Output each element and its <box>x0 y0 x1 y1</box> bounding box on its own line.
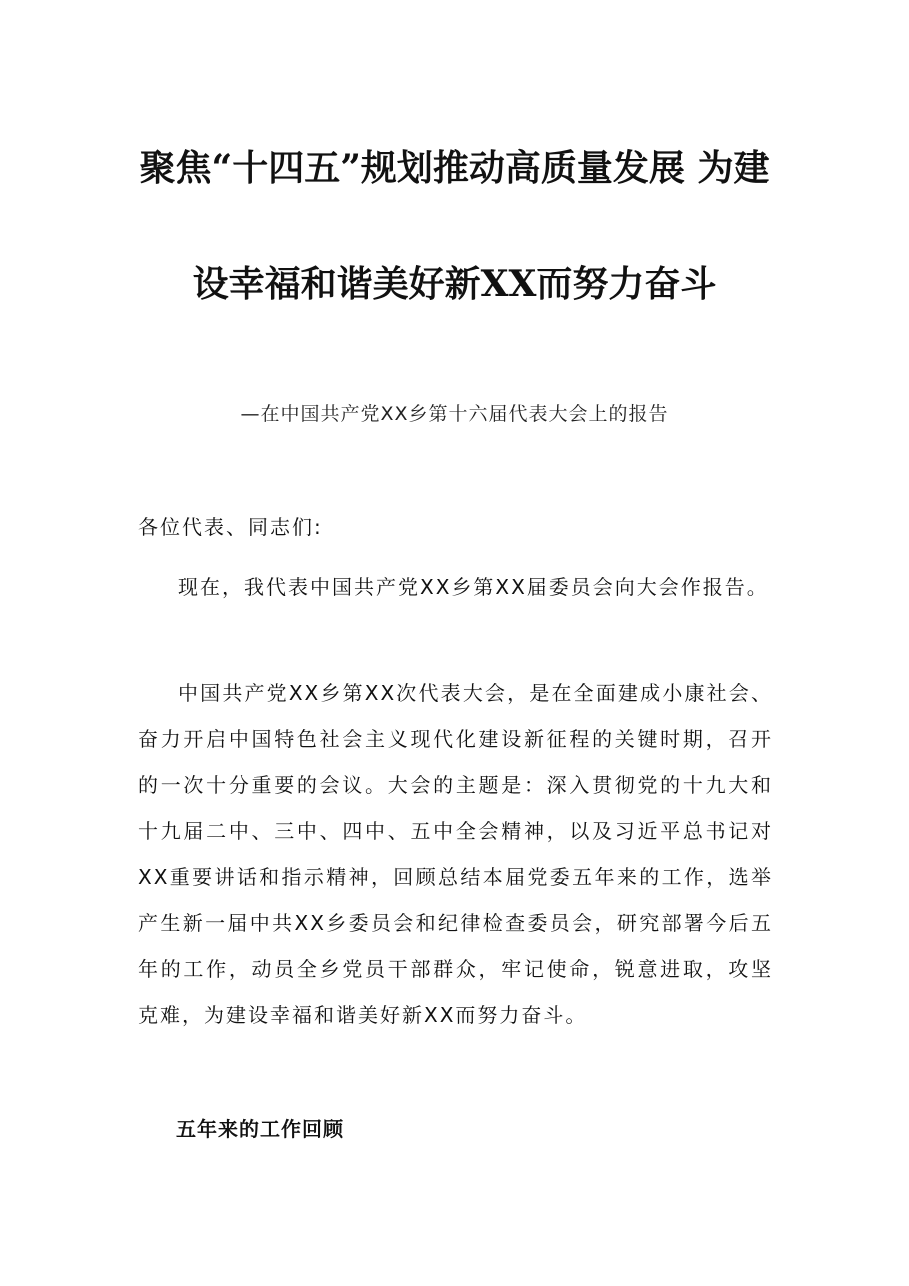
section-heading: 五年来的工作回顾 <box>176 1117 344 1141</box>
document-title-line-2: 设幸福和谐美好新XX而努力奋斗 <box>192 263 717 305</box>
document-subtitle: —在中国共产党XX乡第十六届代表大会上的报告 <box>240 403 669 425</box>
body-paragraph-1: 现在，我代表中国共产党XX乡第XX届委员会向大会作报告。 <box>178 575 769 599</box>
body-paragraph-2: 中国共产党XX乡第XX次代表大会，是在全面建成小康社会、奋力开启中国特色社会主义现代化建设新征程的关键时期，召开的一次十分重要的会议。大会的主题是：深入贯彻党的十九大和十九届二中、三中、四中、五中全会精神，以及习近平总书记对XX重要讲话和指示精神，回顾总结本届党委五年来的工作，选举产生新一届中共XX乡委员会和纪律检查委员会，研究部署今后五年的工作，动员全乡党员干部群众，牢记使命，锐意进取，攻坚克难，为建设幸福和谐美好新XX而努力奋斗。 <box>138 681 773 1027</box>
document-title-line-1: 聚焦“十四五”规划推动高质量发展 为建 <box>139 147 770 189</box>
salutation: 各位代表、同志们: <box>138 515 323 539</box>
